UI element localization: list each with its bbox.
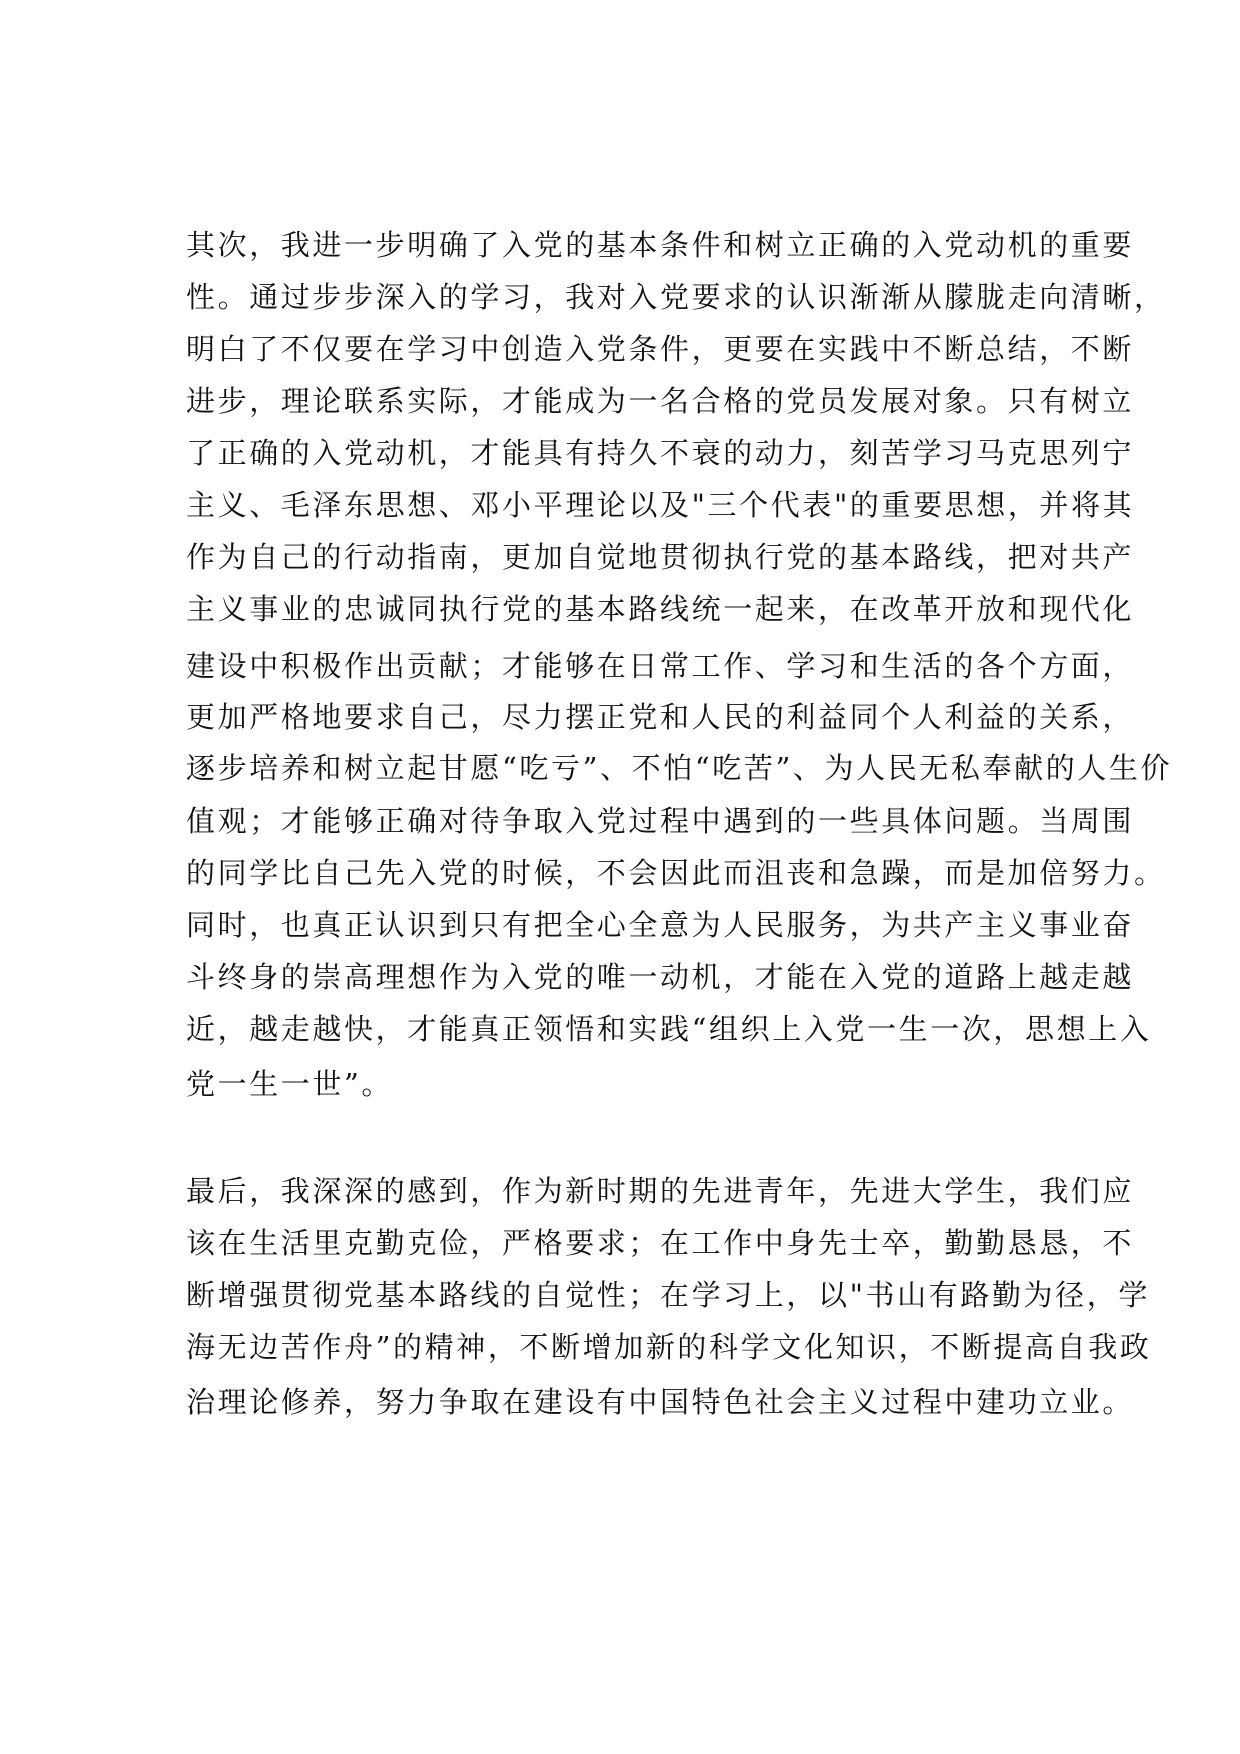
text-line: 逐步培养和树立起甘愿“吃亏”、不怕“吃苦”、为人民无私奉献的人生价 [186,751,1173,785]
text-line: 该在生活里克勤克俭，严格要求；在工作中身先士卒，勤勤恳恳，不 [186,1226,1135,1260]
text-line: 明白了不仅要在学习中创造入党条件，更要在实践中不断总结，不断 [186,332,1135,366]
text-line: 作为自己的行动指南，更加自觉地贯彻执行党的基本路线，把对共产 [186,540,1135,574]
text-line: 建设中积极作出贡献；才能够在日常工作、学习和生活的各个方面， [186,649,1135,683]
text-line: 更加严格地要求自己，尽力摆正党和人民的利益同个人利益的关系， [186,700,1135,734]
text-line: 治理论修养，努力争取在建设有中国特色社会主义过程中建功立业。 [186,1385,1135,1419]
text-line: 同时，也真正认识到只有把全心全意为人民服务，为共产主义事业奋 [186,908,1135,942]
text-line: 近，越走越快，才能真正领悟和实践“组织上入党一生一次，思想上入 [186,1012,1152,1046]
text-line: 断增强贯彻党基本路线的自觉性；在学习上，以"书山有路勤为径，学 [186,1278,1150,1312]
text-line: 海无边苦作舟”的精神，不断增加新的科学文化知识，不断提高自我政 [186,1330,1152,1364]
text-line: 其次，我进一步明确了入党的基本条件和树立正确的入党动机的重要 [186,228,1135,262]
text-line: 性。通过步步深入的学习，我对入党要求的认识渐渐从朦胧走向清晰， [186,280,1166,314]
text-line: 主义事业的忠诚同执行党的基本路线统一起来，在改革开放和现代化 [186,592,1135,626]
text-line: 了正确的入党动机，才能具有持久不衰的动力，刻苦学习马克思列宁 [186,436,1135,470]
text-line: 党一生一世”。 [186,1067,394,1101]
text-line: 的同学比自己先入党的时候，不会因此而沮丧和急躁，而是加倍努力。 [186,856,1166,890]
text-line: 进步，理论联系实际，才能成为一名合格的党员发展对象。只有树立 [186,384,1135,418]
text-line: 最后，我深深的感到，作为新时期的先进青年，先进大学生，我们应 [186,1174,1135,1208]
text-line: 值观；才能够正确对待争取入党过程中遇到的一些具体问题。当周围 [186,804,1135,838]
text-line: 斗终身的崇高理想作为入党的唯一动机，才能在入党的道路上越走越 [186,960,1135,994]
text-line: 主义、毛泽东思想、邓小平理论以及"三个代表"的重要思想，并将其 [186,488,1135,522]
